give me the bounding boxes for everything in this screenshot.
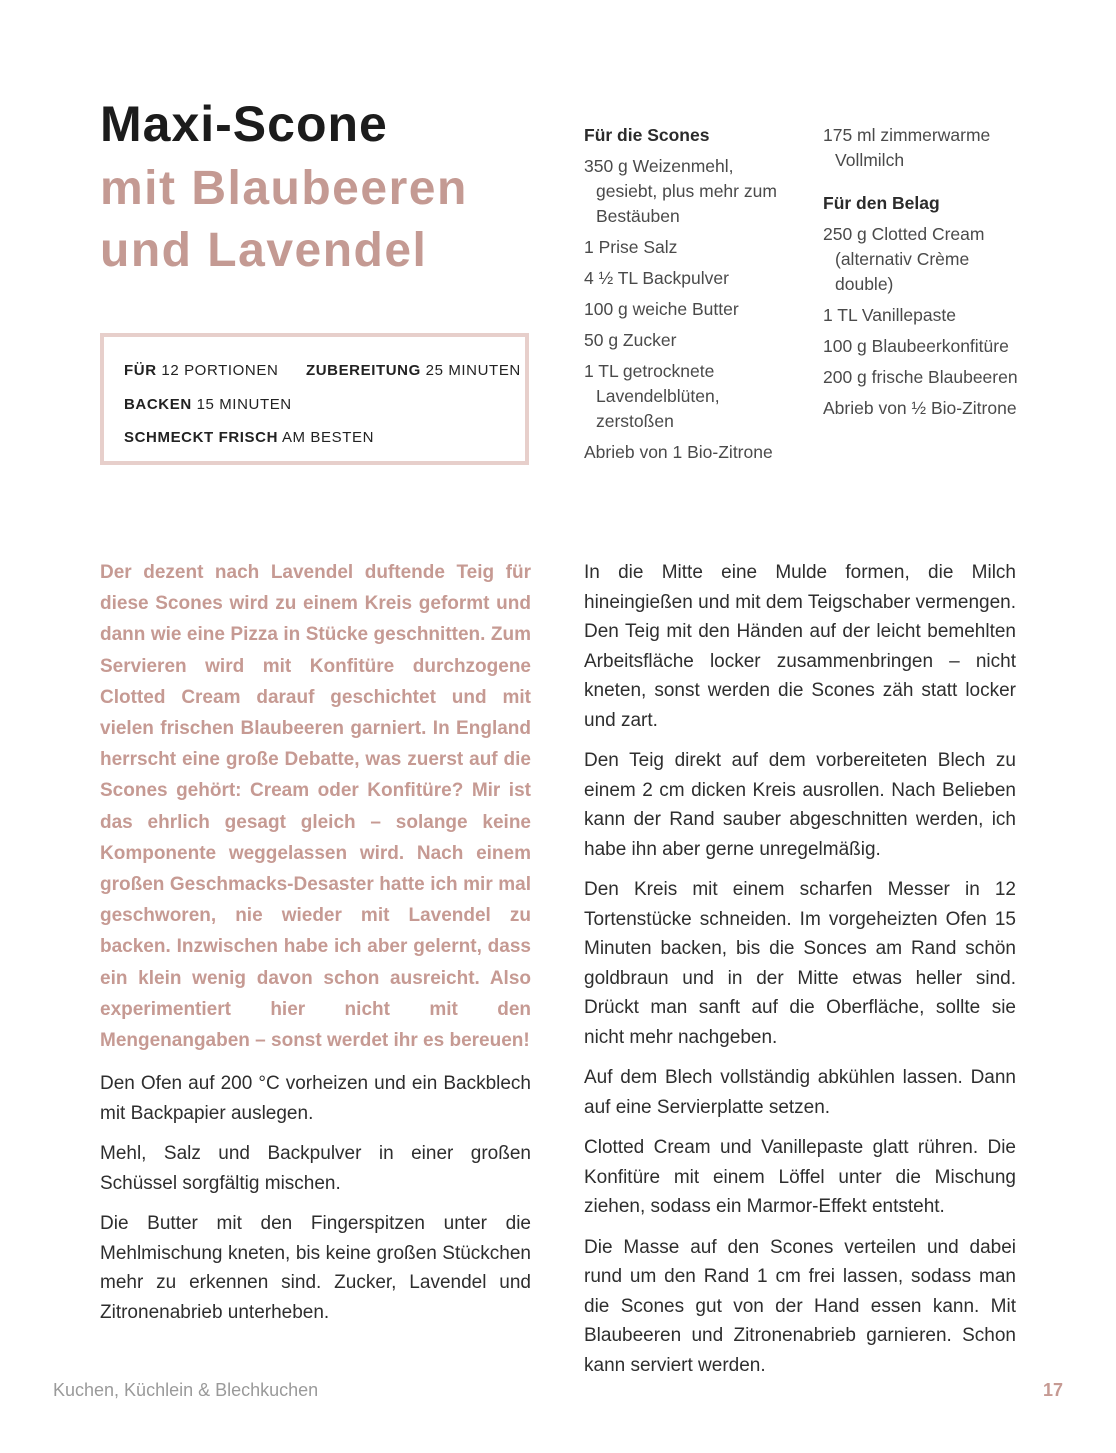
subtitle-line-1: mit Blaubeeren	[100, 162, 468, 215]
ingredient-item: 100 g weiche Butter	[584, 299, 739, 319]
ingredients-topping-heading: Für den Belag	[823, 193, 940, 213]
ingredients-topping	[823, 123, 1023, 427]
bake-label: BACKEN	[124, 396, 192, 413]
method-step: Clotted Cream und Vanillepaste glatt rühren. Die Konfitüre mit einem Löffel unter die Mischung ziehen, sodass ein Marmor-Effekt entsteht.	[584, 1137, 1016, 1217]
fresh-value: AM BESTEN	[281, 429, 375, 446]
intro-text: Der dezent nach Lavendel duftende Teig für diese Scones wird zu einem Kreis geformt und dann wie eine Pizza in Stücke geschnitten. Zum Servieren wird mit Konfitüre durchzogene Clotted Cream darauf geschichtet und mit vielen frischen Blaubeeren garniert. In England herrscht eine große Debatte, was zuerst auf die Scones gehört: Cream oder Konfitüre? Mir ist das ehrlich gesagt gleich – solange keine Komponente weggelassen wird. Nach einem großen Geschmacks-Desaster hatte ich mir mal geschworen, nie wieder mit Lavendel zu backen. Inzwischen habe ich aber gelernt, dass ein klein wenig davon schon ausreicht. Also experimentiert hier nicht mit den Mengenangaben – sonst werdet ihr es bereuen!	[100, 562, 531, 1052]
ingredient-item: 250 g Clotted Cream (alternativ Crème double)	[823, 224, 985, 294]
ingredients-scones-heading: Für die Scones	[584, 125, 710, 145]
method-column-right	[584, 558, 1016, 1391]
info-row-bake	[124, 396, 292, 413]
method-step: Den Ofen auf 200 °C vorheizen und ein Backblech mit Backpapier auslegen.	[100, 1073, 531, 1124]
subtitle-line-2: und Lavendel	[100, 224, 428, 277]
ingredient-item: Abrieb von ½ Bio-Zitrone	[823, 398, 1017, 418]
method-step: Mehl, Salz und Backpulver in einer großen Schüssel sorgfältig mischen.	[100, 1143, 531, 1194]
portions-value: 12 PORTIONEN	[161, 362, 279, 379]
ingredient-item: Abrieb von 1 Bio-Zitrone	[584, 442, 773, 462]
method-step: Den Teig direkt auf dem vorbereiteten Blech zu einem 2 cm dicken Kreis ausrollen. Nach Belieben kann der Rand sauber abgeschnitten werden, ich habe ihn aber gerne unregelmäßig.	[584, 750, 1016, 860]
ingredient-item: 175 ml zimmerwarme Vollmilch	[823, 125, 991, 170]
ingredients-scones	[584, 123, 784, 471]
page-number: 17	[1043, 1380, 1064, 1400]
ingredient-item: 350 g Weizenmehl, gesiebt, plus mehr zum Bestäuben	[584, 156, 777, 226]
method-column-left	[100, 1069, 531, 1338]
info-row-portions-prep	[124, 362, 521, 379]
ingredient-item: 50 g Zucker	[584, 330, 677, 350]
prep-label: ZUBEREITUNG	[305, 362, 421, 379]
method-step: Auf dem Blech vollständig abkühlen lassen. Dann auf eine Servierplatte setzen.	[584, 1067, 1016, 1118]
fresh-label: SCHMECKT FRISCH	[124, 429, 278, 446]
ingredient-item: 200 g frische Blaubeeren	[823, 367, 1018, 387]
info-row-fresh	[124, 429, 374, 446]
recipe-title: Maxi-Scone	[100, 96, 388, 152]
bake-value: 15 MINUTEN	[196, 396, 292, 413]
ingredient-item: 4 ½ TL Backpulver	[584, 268, 729, 288]
method-step: Die Butter mit den Fingerspitzen unter die Mehlmischung kneten, bis keine großen Stückchen mehr zu erkennen sind. Zucker, Lavendel und Zitronenabrieb unterheben.	[100, 1213, 531, 1323]
method-step: Die Masse auf den Scones verteilen und dabei rund um den Rand 1 cm frei lassen, sodass man die Scones gut von der Hand essen kann. Mit Blaubeeren und Zitronenabrieb garnieren. Schon kann serviert werden.	[584, 1236, 1016, 1376]
portions-label: FÜR	[124, 362, 157, 379]
method-step: Den Kreis mit einem scharfen Messer in 12 Tortenstücke schneiden. Im vorgeheizten Ofen 15 Minuten backen, bis die Sonces am Rand schön goldbraun und in der Mitte etwas heller sind. Drückt man sanft auf die Oberfläche, sollte sie nicht mehr nachgeben.	[584, 879, 1016, 1048]
ingredient-item: 1 TL getrocknete Lavendelblüten, zerstoßen	[584, 361, 720, 431]
ingredient-item: 1 Prise Salz	[584, 237, 678, 257]
prep-value: 25 MINUTEN	[425, 362, 521, 379]
recipe-subtitle	[100, 158, 468, 282]
footer-chapter: Kuchen, Küchlein & Blechkuchen	[53, 1380, 319, 1400]
recipe-info-box	[100, 333, 529, 465]
ingredient-item: 100 g Blaubeerkonfitüre	[823, 336, 1009, 356]
method-step: In die Mitte eine Mulde formen, die Milch hineingießen und mit dem Teigschaber vermengen. Den Teig mit den Händen auf der leicht bemehlten Arbeitsfläche locker zusammenbringen – nicht kneten, sonst werden die Scones zäh statt locker und zart.	[584, 562, 1016, 731]
ingredient-item: 1 TL Vanillepaste	[823, 305, 956, 325]
